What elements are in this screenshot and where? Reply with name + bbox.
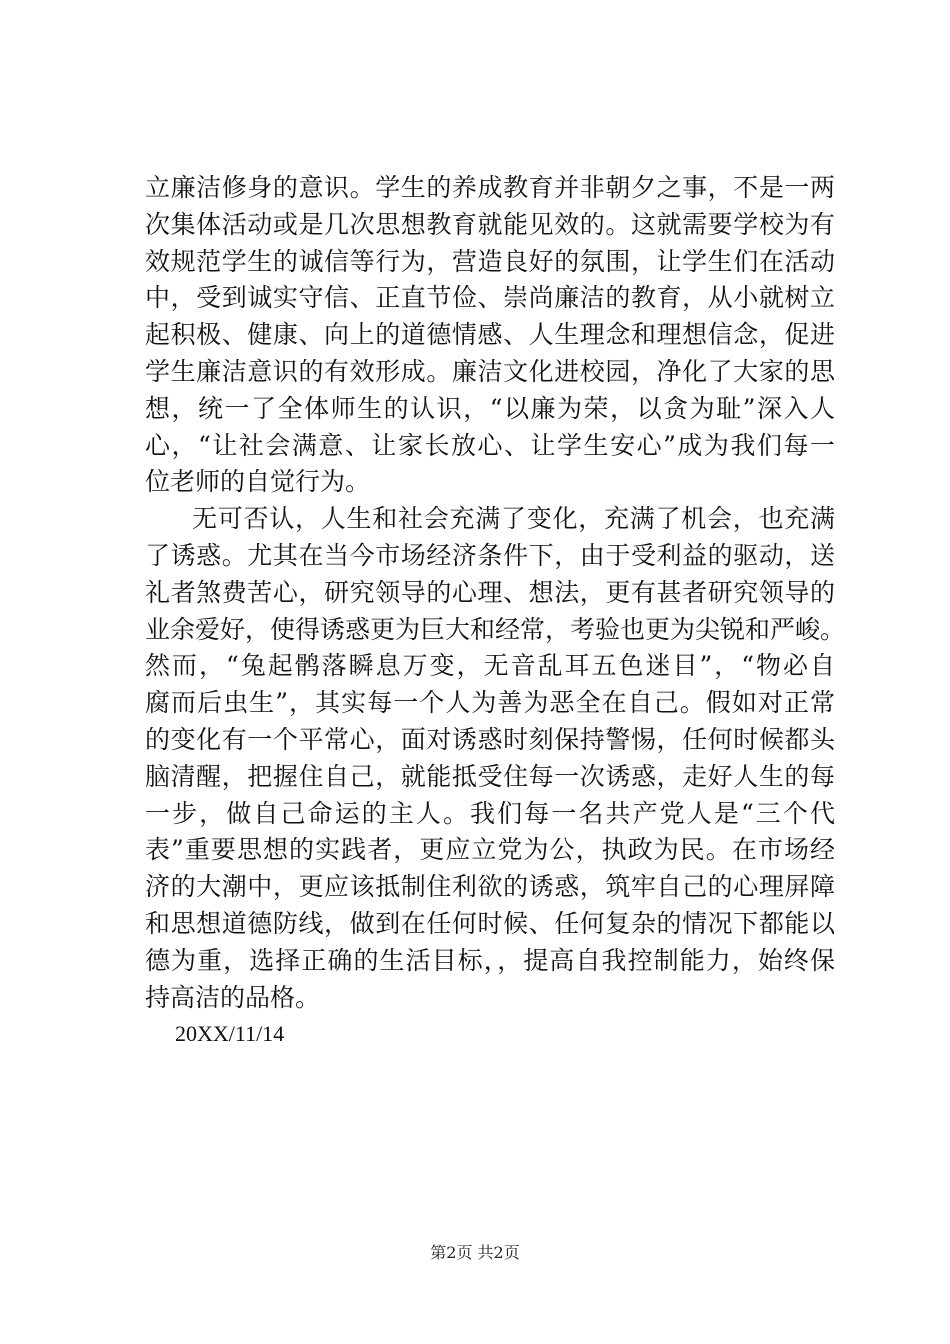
text-line: 中，受到诚实守信、正直节俭、崇尚廉洁的教育，从小就树立: [145, 283, 835, 313]
text-line: 业余爱好，使得诱惑更为巨大和经常，考验也更为尖锐和严峻。: [145, 614, 846, 644]
text-line: 和思想道德防线，做到在任何时候、任何复杂的情况下都能以: [145, 908, 835, 938]
text-line: 的变化有一个平常心，面对诱惑时刻保持警惕，任何时候都头: [145, 724, 835, 754]
text-line: 效规范学生的诚信等行为，营造良好的氛围，让学生们在活动: [145, 246, 835, 276]
text-line: 腐而后虫生”，其实每一个人为善为恶全在自己。假如对正常: [145, 688, 835, 718]
page-number-footer: 第2页 共2页: [430, 1243, 520, 1262]
text-line: 了诱惑。尤其在当今市场经济条件下，由于受利益的驱动，送: [145, 540, 835, 570]
text-line: 位老师的自觉行为。: [145, 467, 371, 497]
text-line: 次集体活动或是几次思想教育就能见效的。这就需要学校为有: [145, 209, 835, 239]
text-line: 持高洁的品格。: [145, 982, 321, 1012]
text-line: 起积极、健康、向上的道德情感、人生理念和理想信念，促进: [145, 320, 835, 350]
text-line: 立廉洁修身的意识。学生的养成教育并非朝夕之事，不是一两: [145, 173, 835, 202]
text-line: 脑清醒，把握住自己，就能抵受住每一次诱惑，走好人生的每: [145, 761, 835, 791]
body-text: [145, 170, 846, 1053]
text-line: 学生廉洁意识的有效形成。廉洁文化进校园，净化了大家的思: [145, 356, 835, 386]
text-line: 一步，做自己命运的主人。我们每一名共产党人是“三个代: [145, 798, 835, 828]
text-line: 心，“让社会满意、让家长放心、让学生安心”成为我们每一: [145, 430, 835, 460]
text-line: 礼者煞费苦心，研究领导的心理、想法，更有甚者研究领导的: [145, 577, 835, 607]
text-line: 然而，“兔起鹘落瞬息万变，无音乱耳五色迷目”，“物必自: [145, 651, 835, 681]
document-date: 20XX/11/14: [175, 1021, 285, 1047]
text-line: 德为重，选择正确的生活目标，，提高自我控制能力，始终保: [145, 945, 835, 975]
text-line: 无可否认，人生和社会充满了变化，充满了机会，也充满: [192, 504, 835, 534]
text-line: 表”重要思想的实践者，更应立党为公，执政为民。在市场经: [145, 835, 835, 865]
text-line: 济的大潮中，更应该抵制住利欲的诱惑，筑牢自己的心理屏障: [145, 872, 835, 902]
text-line: 想，统一了全体师生的认识，“以廉为荣，以贪为耻”深入人: [145, 393, 835, 423]
